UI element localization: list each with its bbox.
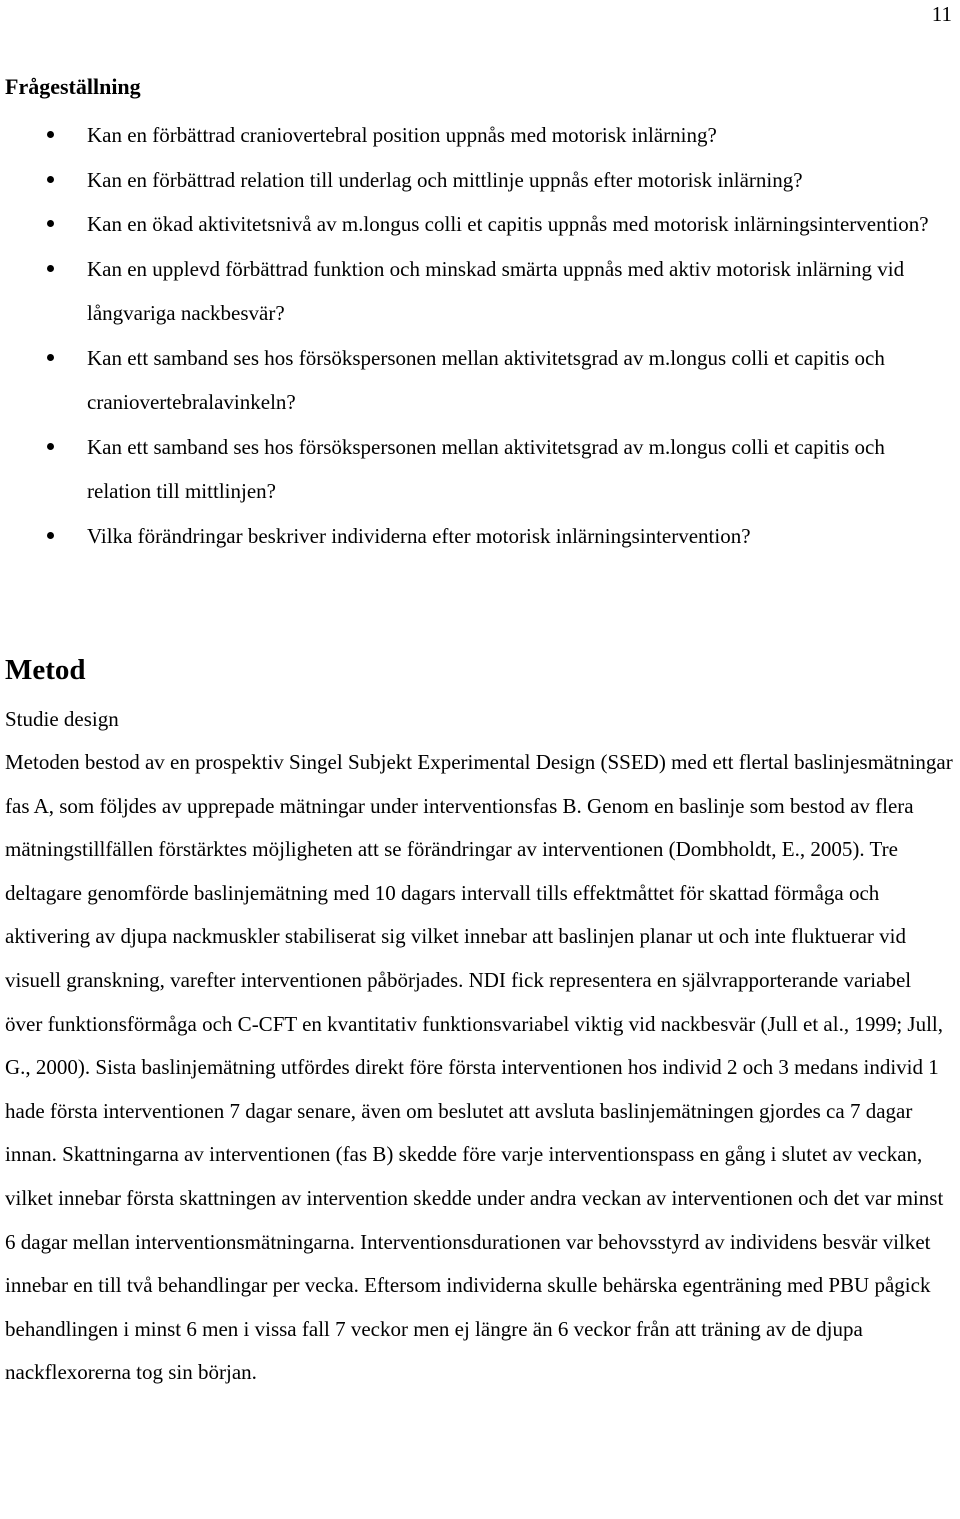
bullet-icon [47,220,54,227]
bullet-icon [47,354,54,361]
list-item [0,514,950,559]
method-section-title: Metod [5,654,86,686]
list-item-text: Vilka förändringar beskriver individerna efter motorisk inlärningsintervention? [87,523,751,548]
question-section-title: Frågeställning [5,74,141,99]
list-item [0,247,950,336]
list-item [0,113,950,158]
list-item-text: Kan en förbättrad relation till underlag och mittlinje uppnås efter motorisk inlärning? [87,167,803,192]
bullet-icon [47,176,54,183]
list-item [0,336,950,425]
bullet-icon [47,532,54,539]
list-item [0,202,950,247]
list-item-text: Kan en upplevd förbättrad funktion och minskad smärta uppnås med aktiv motorisk inlärning vid långvariga nackbesvär? [87,256,905,325]
method-paragraph: Metoden bestod av en prospektiv Singel Subjekt Experimental Design (SSED) med ett flertal baslinjesmätningar fas A, som följdes av upprepade mätningar under interventionsfas B. Genom en baslinje som bestod av flera mätningstillfällen förstärktes möjligheten att se förändringar av interventionen (Dombholdt, E., 2005). Tre deltagare genomförde baslinjemätning med 10 dagars intervall tills effektmåttet för skattad förmåga och aktivering av djupa nackmuskler stabiliserat sig vilket innebar att baslinjen planar ut och inte fluktuerar vid visuell granskning, varefter interventionen påbörjades. NDI fick representera en självrapporterande variabel över funktionsförmåga och C-CFT en kvantitativ funktionsvariabel viktig vid nackbesvär (Jull et al., 1999; Jull, G., 2000). Sista baslinjemätning utfördes direkt före första interventionen hos individ 2 och 3 medans individ 1 hade första interventionen 7 dagar senare, även om beslutet att avsluta baslinjemätningen gjordes ca 7 dagar innan. Skattningarna av interventionen (fas B) skedde före varje interventionspass en gång i slutet av veckan, vilket innebar första skattningen av intervention skedde under andra veckan av interventionen och det var minst 6 dagar mellan interventionsmätningarna. Interventionsdurationen var behovsstyrd av individens besvär vilket innebar en till två behandlingar per vecka. Eftersom individerna skulle behärska egenträning med PBU pågick behandlingen i minst 6 men i vissa fall 7 veckor men ej längre än 6 veckor från att träning av de djupa nackflexorerna tog sin början. [5,750,953,1385]
list-item-text: Kan ett samband ses hos försökspersonen mellan aktivitetsgrad av m.longus colli et capitis och craniovertebralavinkeln? [87,345,885,414]
list-item-text: Kan en ökad aktivitetsnivå av m.longus colli et capitis uppnås med motorisk inlärningsintervention? [87,212,929,236]
list-item [0,158,950,203]
study-design-subheading: Studie design [5,707,119,731]
list-item-text: Kan ett samband ses hos försökspersonen mellan aktivitetsgrad av m.longus colli et capitis och relation till mittlinjen? [87,434,885,503]
research-questions-list [0,113,950,558]
bullet-icon [47,265,54,272]
bullet-icon [47,131,54,138]
page-number: 11 [931,2,952,26]
list-item [0,425,950,514]
list-item-text: Kan en förbättrad craniovertebral position uppnås med motorisk inlärning? [87,123,717,147]
bullet-icon [47,443,54,450]
